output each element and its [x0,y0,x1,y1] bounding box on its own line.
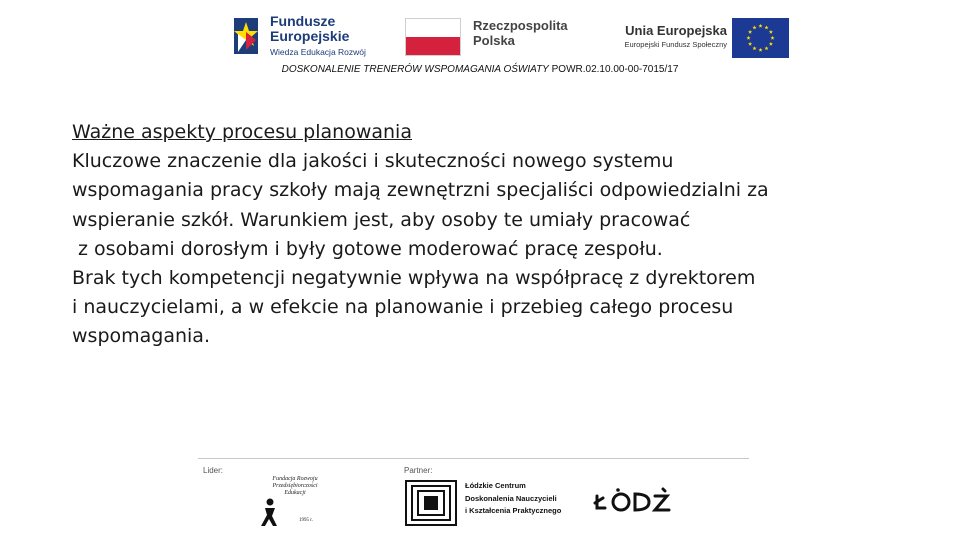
fundacja-rozwoju-logo [255,476,325,528]
body-line: wspomagania. [72,325,210,348]
eu-star [746,36,750,40]
ue-logo-line2: Europejski Fundusz Społeczny [624,40,727,49]
eu-star [764,25,768,29]
fr-logo-since: 1995 r. [299,518,313,523]
ldc-logo-line3: i Kształcenia Praktycznego [465,506,562,515]
section-heading: Ważne aspekty procesu planowania [72,121,412,143]
rp-logo-line2: Polska [473,33,515,48]
ldc-logo [405,480,575,528]
fe-star-icon [232,14,264,58]
rp-logo-line1: Rzeczpospolita [473,18,568,33]
fe-logo-text [270,14,366,58]
fe-logo-tagline: Wiedza Edukacja Rozwój [270,47,366,57]
lodz-logo [593,486,673,520]
lider-label: Lider: [203,466,224,475]
body-line: wspieranie szkół. Warunkiem jest, aby osoby te umiały pracować [72,208,691,231]
body-line: Brak tych kompetencji negatywnie wpływa na współpracę z dyrektorem [72,267,756,290]
fe-logo-line2: Europejskie [270,28,350,44]
eu-star [764,46,768,50]
main-content [72,118,932,352]
ldc-logo-line1: Łódzkie Centrum [465,481,526,490]
rzeczpospolita-polska-logo [405,18,580,58]
fr-logo-line3: Edukacji [284,490,306,496]
body-line: Kluczowe znaczenie dla jakości i skuteczności nowego systemu [72,150,674,173]
ldc-square-icon [405,480,457,526]
project-title: DOSKONALENIE TRENERÓW WSPOMAGANIA OŚWIATY [281,64,549,75]
ldc-logo-text [465,480,561,518]
body-line: z osobami dorosłym i były gotowe moderować pracę zespołu. [72,237,663,260]
eu-star [748,42,752,46]
ldc-logo-line2: Doskonalenia Nauczycieli [465,493,557,503]
fr-logo-text [265,476,325,497]
project-code: POWR.02.10.00-00-7015/17 [548,64,679,75]
project-reference [0,64,960,75]
unia-europejska-logo [600,18,790,58]
ue-logo-line1: Unia Europejska [625,23,727,38]
footer-divider [198,458,749,459]
eu-star [752,46,756,50]
polish-flag-icon [405,18,461,56]
eu-star [769,30,773,34]
fe-logo-line1: Fundusze [270,13,336,29]
eu-star [758,24,762,28]
eu-star [758,48,762,52]
rp-logo-text [473,18,568,58]
fr-logo-line2: Przedsiębiorczości [272,483,318,489]
fundusze-europejskie-logo [232,14,374,58]
fr-logo-line1: Fundacja Rozwoju [272,476,318,482]
ue-logo-text [600,23,727,49]
body-line: wspomagania pracy szkoły mają zewnętrzni specjaliści odpowiedzialni za [72,179,769,202]
partner-label: Partner: [404,466,433,475]
walking-figure-icon [255,498,285,528]
lodz-wordmark-icon [593,486,673,520]
eu-star [748,30,752,34]
eu-star [770,36,774,40]
eu-star [752,25,756,29]
eu-star [769,42,773,46]
eu-flag-icon [732,18,789,58]
body-line: i nauczycielami, a w efekcie na planowanie i przebieg całego procesu [72,296,734,319]
